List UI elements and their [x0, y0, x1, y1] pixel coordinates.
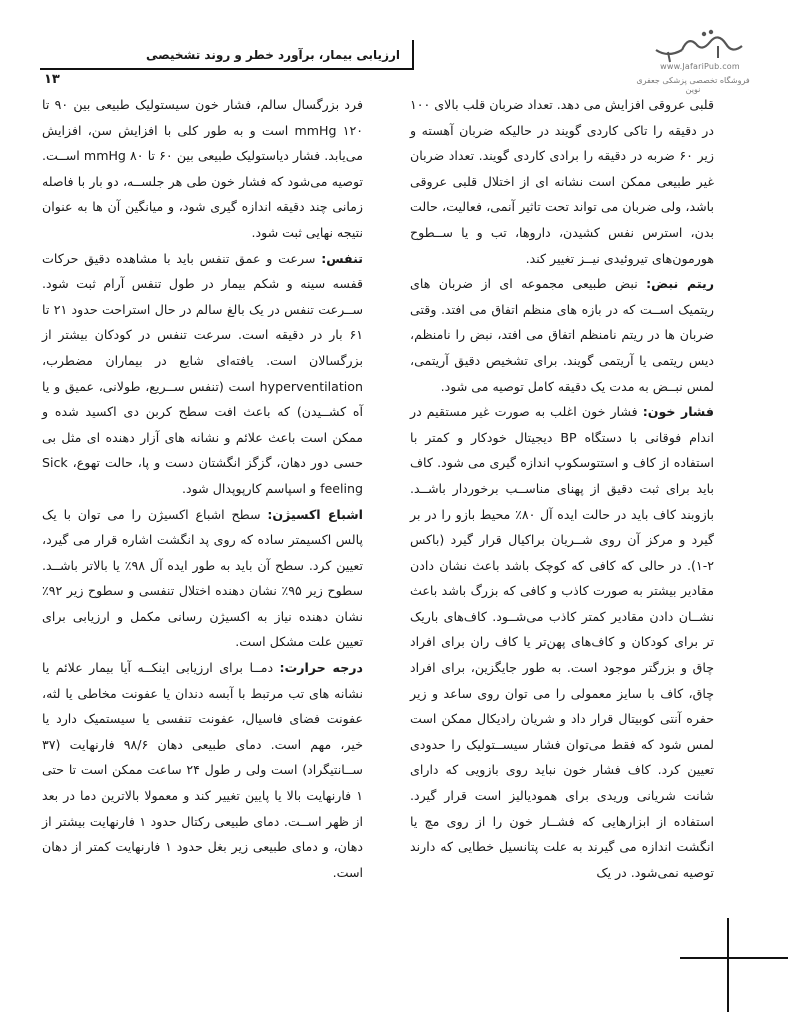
header-rule-vertical	[412, 40, 414, 70]
paragraph-blood-pressure: فشار خون: فشار خون اغلب به صورت غیر مستقیم در اندام فوقانی با دستگاه BP دیجیتال خودکار و کمتر با استفاده از کاف و استتوسکوپ اندازه گیری می شود. کاف باید برای ثبت دقیق از پهنای مناســب برخوردار باشــد. بازوبند کاف باید در حالت ایده آل ۸۰٪ محیط بازو را در بر گیرد و مرکز آن روی شــریان براکیال قرار گیرد (باکس ۲-۱). در حالی که کافی که کوچک باشد باعث نشان دادن مقادیر بیشتر به صورت کاذب و کافی که بزرگ باشد باعث نشــان دادن مقادیر کمتر کاذب می‌شــود. کاف‌های باریک تر برای کودکان و کاف‌های پهن‌تر یا کاف ران برای افراد چاق و بزرگتر موجود است. به طور جایگزین، برای افراد چاق، کاف با سایز معمولی را می توان روی ساعد و زیر حفره آنتی کوبیتال قرار داد و شریان رادیکال ممکن است لمس شود که فقط می‌توان فشار سیســتولیک را حدودی تعیین کرد. کاف فشار خون نباید روی بازویی که دارای شانت شریانی وریدی برای همودیالیز است قرار گیرد. استفاده از ابزارهایی که فشــار خون را از روی مچ یا انگشت اندازه می گیرند به علت پتانسیل خطایی که دارند توصیه نمی‌شود. در یک	[410, 404, 715, 880]
paragraph-oxygen-saturation: اشباع اکسیژن: سطح اشباع اکسیژن را می توان با یک پالس اکسیمتر ساده که روی پد انگشت اشاره قرار می گیرد، تعیین کرد. سطح آن باید به طور ایده آل ۹۸٪ یا بالاتر باشــد. سطوح زیر ۹۵٪ نشان دهنده اختلال تنفسی و سطوح زیر ۹۲٪ نشان دهنده نیاز به اکسیژن رسانی مکمل و ارزیابی برای تعیین علت مشکل است.	[42, 506, 364, 650]
term-oxygen-saturation: اشباع اکسیژن:	[267, 506, 364, 522]
term-pulse-rhythm: ریتم نبض:	[646, 276, 715, 292]
publisher-site: www.JafariPub.com	[660, 62, 740, 71]
term-respiration: تنفس:	[321, 250, 363, 266]
term-blood-pressure: فشار خون:	[642, 404, 714, 420]
running-head: ارزیابی بیمار، برآورد خطر و روند تشخیصی	[146, 48, 400, 62]
paragraph-temperature: درجه حرارت: دمــا برای ارزیابی اینکــه آیا بیمار علائم یا نشانه های تب مرتبط با آبسه دندان یا عفونت مخاطی یا لثه، عفونت فضای فاسیال، عفونت تنفسی یا سیستمیک دارد یا خیر، مهم است. دمای طبیعی دهان ۹۸/۶ فارنهایت (۳۷ ســانتیگراد) است ولی ر طول ۲۴ ساعت ممکن است تا حتی ۱ فارنهایت بالا یا پایین تغییر کند و معمولا بالاترین دما در بعد از ظهر اســت. دمای طبیعی رکتال حدود ۱ فارنهایت بیشتر از دهان، و دمای طبیعی زیر بغل حدود ۱ فارنهایت کمتر از دهان است.	[42, 660, 363, 880]
text-column-right	[410, 92, 714, 885]
paragraph-bp-normal: فرد بزرگسال سالم، فشار خون سیستولیک طبیعی بین ۹۰ تا ۱۲۰ mmHg است و به طور کلی با افزایش سن، افزایش می‌یابد. فشار دیاستولیک طبیعی بین ۶۰ تا ۸۰ mmHg اســت. توصیه می‌شود که فشار خون طی هر جلســه، دو بار با فاصله زمانی چند دقیقه اندازه گیری شود، و میانگین آن ها به عنوان نتیجه نهایی ثبت شود.	[42, 97, 363, 240]
term-temperature: درجه حرارت:	[279, 660, 363, 676]
paragraph-respiration: تنفس: سرعت و عمق تنفس باید با مشاهده دقیق حرکات قفسه سینه و شکم بیمار در طول تنفس آرام ثبت شود. ســرعت تنفس در یک بالغ سالم در حال استراحت حدود ۲۱ تا ۶۱ بار در دقیقه است. سرعت تنفس در کودکان بیشتر از بزرگسالان است. یافته‌ای شایع در بیماران مضطرب، hyperventilation است (تنفس ســریع، طولانی، عمیق و یا آه کشــیدن) که باعث افت سطح کربن دی اکسید شده و ممکن است باعث علائم و نشانه های آزار دهنده ای مثل بی حسی دور دهان، گزگز انگشتان دست و پا، حالت تهوع، Sick feeling و اسپاسم کارپوپدال شود.	[42, 250, 363, 496]
text-column-left	[42, 92, 363, 885]
paragraph-pulse-rhythm: ریتم نبض: نبض طبیعی مجموعه ای از ضربان های ریتمیک اســت که در بازه های منظم اتفاق می افتد. وقتی ضربان ها در ریتم نامنظم اتفاق می افتد، نبض را نامنظم، دیس ریتمی یا آریتمی گویند. برای تشخیص دقیق آریتمی، لمس نبــض به مدت یک دقیقه کامل توصیه می شود.	[410, 276, 715, 394]
paragraph-heart-rate: قلبی عروقی افزایش می دهد. تعداد ضربان قلب بالای ۱۰۰ در دقیقه را تاکی کاردی گویند در حالیکه ضربان آهسته و زیر ۶۰ ضربه در دقیقه را برادی کاردی گویند. تعداد ضربان غیر طبیعی ممکن است نشانه ای از اختلال قلبی عروقی باشد، ولی ضربان می تواند تحت تاثیر آنمی، فعالیت، حالت بدن، استرس نفس کشیدن، داروها، تب و یا ســطوح هورمون‌های تیروئیدی نیــز تغییر کند.	[410, 97, 715, 266]
crop-mark-horizontal	[680, 957, 788, 959]
crop-mark-vertical	[727, 918, 729, 1012]
header-rule	[40, 68, 412, 70]
publisher-tagline: فروشگاه تخصصی پزشکی جعفری نوین	[636, 76, 750, 94]
page-number: ۱۳	[44, 72, 60, 87]
